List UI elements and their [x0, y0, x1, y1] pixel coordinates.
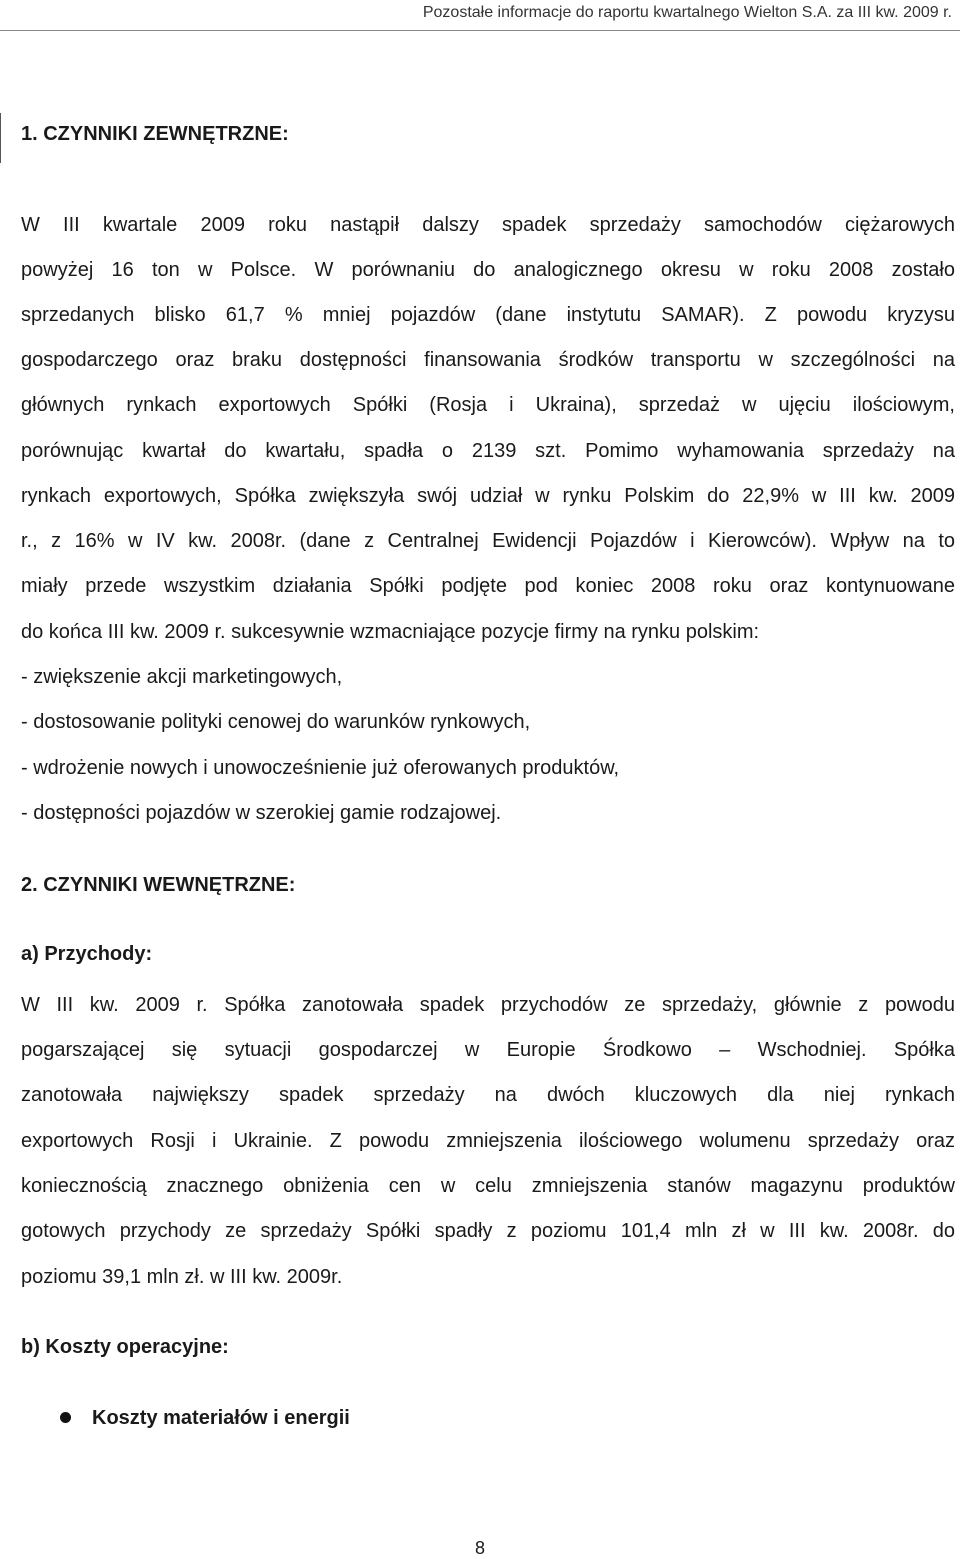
paragraph-line: poziomu 39,1 mln zł. w III kw. 2009r.	[21, 1266, 343, 1288]
paragraph-line: W III kwartale 2009 roku nastąpił dalszy spadek sprzedaży samochodów ciężarowych	[21, 214, 955, 236]
paragraph-line: porównując kwartał do kwartału, spadła o 2139 szt. Pomimo wyhamowania sprzedaży na	[21, 440, 955, 462]
paragraph-line: powyżej 16 ton w Polsce. W porównaniu do analogicznego okresu w roku 2008 zostało	[21, 259, 955, 281]
subsection-b-heading: b) Koszty operacyjne:	[21, 1336, 229, 1358]
paragraph-line: do końca III kw. 2009 r. sukcesywnie wzmacniające pozycje firmy na rynku polskim:	[21, 621, 760, 643]
paragraph-line: gotowych przychody ze sprzedaży Spółki spadły z poziomu 101,4 mln zł w III kw. 2008r. do	[21, 1220, 955, 1242]
list-item: - dostępności pojazdów w szerokiej gamie rodzajowej.	[21, 802, 502, 824]
paragraph-line: r., z 16% w IV kw. 2008r. (dane z Centralnej Ewidencji Pojazdów i Kierowców). Wpływ na to	[21, 530, 955, 552]
paragraph-line: koniecznością znacznego obniżenia cen w celu zmniejszenia stanów magazynu produktów	[21, 1175, 955, 1197]
paragraph-line: W III kw. 2009 r. Spółka zanotowała spadek przychodów ze sprzedaży, głównie z powodu	[21, 994, 955, 1016]
paragraph-line: gospodarczego oraz braku dostępności finansowania środków transportu w szczególności na	[21, 349, 955, 371]
section2-heading: 2. CZYNNIKI WEWNĘTRZNE:	[21, 874, 296, 896]
bullet-icon	[60, 1412, 71, 1423]
paragraph-line: głównych rynkach exportowych Spółki (Rosja i Ukraina), sprzedaż w ujęciu ilościowym,	[21, 394, 955, 416]
subsection-a-heading: a) Przychody:	[21, 943, 153, 965]
page-header	[0, 0, 960, 31]
section1-heading: 1. CZYNNIKI ZEWNĘTRZNE:	[21, 123, 289, 145]
paragraph-line: zanotowała największy spadek sprzedaży na dwóch kluczowych dla niej rynkach	[21, 1084, 955, 1106]
list-item: - wdrożenie nowych i unowocześnienie już oferowanych produktów,	[21, 757, 620, 779]
list-item: - dostosowanie polityki cenowej do warunków rynkowych,	[21, 711, 531, 733]
bullet-item: Koszty materiałów i energii	[92, 1407, 350, 1429]
header-title: Pozostałe informacje do raportu kwartalnego Wielton S.A. za III kw. 2009 r.	[422, 4, 952, 21]
paragraph-line: exportowych Rosji i Ukrainie. Z powodu zmniejszenia ilościowego wolumenu sprzedaży oraz	[21, 1130, 955, 1152]
page-number: 8	[474, 1538, 485, 1558]
list-item: - zwiększenie akcji marketingowych,	[21, 666, 343, 688]
paragraph-line: sprzedanych blisko 61,7 % mniej pojazdów (dane instytutu SAMAR). Z powodu kryzysu	[21, 304, 955, 326]
margin-rule	[0, 113, 13, 163]
paragraph-line: miały przede wszystkim działania Spółki podjęte pod koniec 2008 roku oraz kontynuowane	[21, 575, 955, 597]
paragraph-line: rynkach exportowych, Spółka zwiększyła swój udział w rynku Polskim do 22,9% w III kw. 2009	[21, 485, 955, 507]
paragraph-line: pogarszającej się sytuacji gospodarczej w Europie Środkowo – Wschodniej. Spółka	[21, 1039, 955, 1061]
